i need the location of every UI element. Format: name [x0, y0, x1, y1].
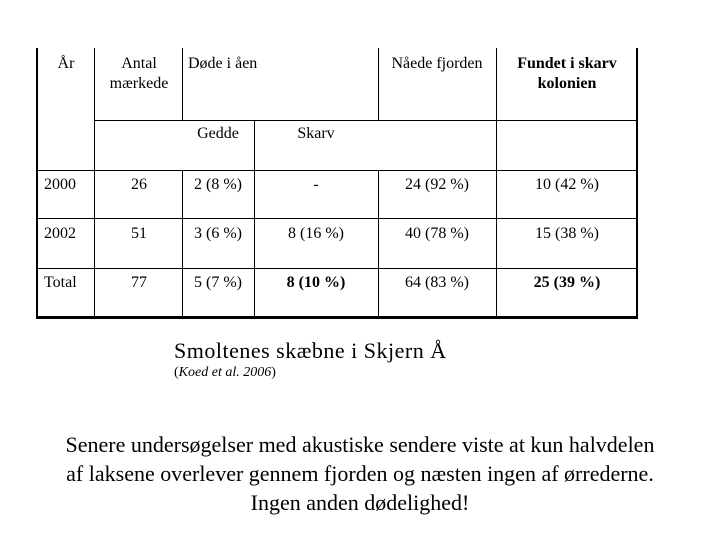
row-marked: 26 [131, 176, 147, 193]
citation-authors: Koed et al. 2006 [178, 365, 272, 380]
header-gedde: Gedde [197, 125, 239, 142]
row-gedde: 5 (7 %) [194, 274, 242, 291]
row-skarv: - [313, 176, 319, 193]
col-divider-2-header [182, 48, 183, 120]
row-marked: 77 [131, 274, 147, 291]
caption-citation [174, 365, 276, 381]
summary-line-2: af laksene overlever gennem fjorden og næsten ingen af ørrederne. [66, 461, 654, 486]
citation-open-paren: ( [174, 365, 179, 380]
row-fjord: 40 (78 %) [405, 225, 469, 242]
row-skarv: 8 (16 %) [288, 225, 344, 242]
row-gedde: 2 (8 %) [194, 176, 242, 193]
header-found: Fundet i skarv kolonien [517, 55, 617, 92]
header-year: År [57, 55, 75, 72]
row-divider-2 [36, 218, 638, 219]
summary-line-3: Ingen anden dødelighed! [250, 490, 470, 515]
header-skarv: Skarv [297, 125, 335, 142]
row-divider-3 [36, 268, 638, 269]
row-gedde: 3 (6 %) [194, 225, 242, 242]
citation-close-paren: ) [271, 365, 276, 380]
row-fjord: 64 (83 %) [405, 274, 469, 291]
row-found: 10 (42 %) [535, 176, 599, 193]
table-border-bottom [36, 316, 638, 319]
row-year: Total [44, 274, 77, 291]
header-marked: Antal mærkede [109, 55, 169, 92]
header-dead: Døde i åen [188, 55, 258, 72]
row-divider-1 [36, 170, 638, 171]
row-marked: 51 [131, 225, 147, 242]
row-fjord: 24 (92 %) [405, 176, 469, 193]
row-found: 25 (39 %) [533, 274, 601, 291]
row-skarv: 8 (10 %) [286, 274, 346, 291]
table-border-right [636, 48, 638, 318]
summary-text [0, 430, 720, 517]
row-found: 15 (38 %) [535, 225, 599, 242]
summary-line-1: Senere undersøgelser med akustiske sendere viste at kun halvdelen [65, 432, 655, 457]
row-year: 2000 [44, 176, 76, 193]
header-fjord: Nåede fjorden [391, 55, 483, 72]
col-divider-5 [496, 48, 497, 316]
col-divider-2-body [182, 170, 183, 316]
caption-title: Smoltenes skæbne i Skjern Å [174, 338, 447, 363]
row-year: 2002 [44, 225, 76, 242]
row-divider-header [94, 120, 638, 121]
